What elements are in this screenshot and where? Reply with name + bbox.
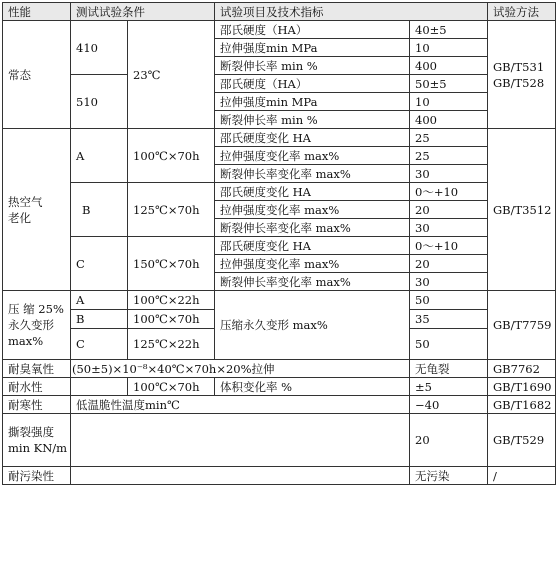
condition-cell: 150℃×70h xyxy=(128,237,215,291)
grade-cell: A xyxy=(71,291,128,310)
item-cell: 体积变化率 % xyxy=(215,378,410,396)
tear-label xyxy=(3,414,71,467)
item-cell: 拉伸强度min MPa xyxy=(215,93,410,111)
value-cell: 50 xyxy=(410,329,488,360)
item-cell: 断裂伸长率变化率 max% xyxy=(215,165,410,183)
value-cell: 40±5 xyxy=(410,21,488,39)
tear-label-line: 撕裂强度 xyxy=(8,425,54,439)
value-cell: 400 xyxy=(410,57,488,75)
header-item-spec: 试验项目及技术指标 xyxy=(215,3,488,21)
item-cell: 拉伸强度变化率 max% xyxy=(215,201,410,219)
normal-label: 常态 xyxy=(3,21,71,129)
method-cell: GB/T1682 xyxy=(488,396,556,414)
item-cell: 断裂伸长率 min % xyxy=(215,111,410,129)
table-row xyxy=(3,414,556,467)
item-cell: 拉伸强度变化率 max% xyxy=(215,255,410,273)
heat-aging-label-line: 热空气 xyxy=(8,194,43,209)
value-cell: −40 xyxy=(410,396,488,414)
condition-cell: 125℃×70h xyxy=(128,183,215,237)
item-cell: 邵氏硬度变化 HA xyxy=(215,237,410,255)
table-row xyxy=(3,396,556,414)
method-line: GB/T531 xyxy=(493,59,545,74)
compression-label xyxy=(3,291,71,360)
compression-label-line: 永久变形 xyxy=(8,318,54,332)
grade-cell: C xyxy=(71,329,128,360)
value-cell: 无污染 xyxy=(410,467,488,485)
ozone-label: 耐臭氧性 xyxy=(3,360,71,378)
item-cell: 邵氏硬度（HA） xyxy=(215,21,410,39)
value-cell: 0～+10 xyxy=(410,183,488,201)
value-cell: 25 xyxy=(410,129,488,147)
empty-cell xyxy=(71,414,410,467)
empty-cell xyxy=(71,378,128,396)
cold-condition: 低温脆性温度min℃ xyxy=(71,396,410,414)
value-cell: 20 xyxy=(410,255,488,273)
method-cell: / xyxy=(488,467,556,485)
method-line: GB/T528 xyxy=(493,75,545,90)
cold-label: 耐寒性 xyxy=(3,396,71,414)
value-cell: 10 xyxy=(410,93,488,111)
table-row xyxy=(3,360,556,378)
spec-table xyxy=(2,2,556,485)
header-row xyxy=(3,3,556,21)
table-row xyxy=(3,75,556,93)
method-cell: GB/T1690 xyxy=(488,378,556,396)
table-row xyxy=(3,237,556,255)
condition-cell: 23℃ xyxy=(128,21,215,129)
method-cell xyxy=(488,21,556,129)
value-cell: 35 xyxy=(410,310,488,329)
water-label: 耐水性 xyxy=(3,378,71,396)
compression-label-line: 压 缩 25% xyxy=(8,302,64,316)
condition-cell: 100℃×22h xyxy=(128,291,215,310)
value-cell: 30 xyxy=(410,273,488,291)
value-cell: 无龟裂 xyxy=(410,360,488,378)
value-cell: 30 xyxy=(410,219,488,237)
item-cell: 邵氏硬度变化 HA xyxy=(215,183,410,201)
item-cell: 拉伸强度min MPa xyxy=(215,39,410,57)
tear-label-line: min KN/m xyxy=(8,441,68,455)
item-cell: 断裂伸长率变化率 max% xyxy=(215,273,410,291)
value-cell: 20 xyxy=(410,414,488,467)
grade-cell: B xyxy=(71,310,128,329)
stain-label: 耐污染性 xyxy=(3,467,71,485)
table-row xyxy=(3,291,556,310)
condition-cell: 125℃×22h xyxy=(128,329,215,360)
item-cell: 压缩永久变形 max% xyxy=(215,291,410,360)
value-cell: 10 xyxy=(410,39,488,57)
table-row xyxy=(3,378,556,396)
table-row xyxy=(3,129,556,147)
value-cell: 50±5 xyxy=(410,75,488,93)
item-cell: 断裂伸长率 min % xyxy=(215,57,410,75)
value-cell: 30 xyxy=(410,165,488,183)
heat-aging-label xyxy=(3,129,71,291)
value-cell: 20 xyxy=(410,201,488,219)
grade-cell: C xyxy=(71,237,128,291)
grade-cell: B xyxy=(71,183,128,237)
method-cell: GB/T7759 xyxy=(488,291,556,360)
header-property: 性能 xyxy=(3,3,71,21)
method-cell: GB/T3512 xyxy=(488,129,556,291)
table-row xyxy=(3,21,556,39)
method-cell: GB7762 xyxy=(488,360,556,378)
grade-cell: 510 xyxy=(71,75,128,129)
value-cell: 0～+10 xyxy=(410,237,488,255)
condition-cell: 100℃×70h xyxy=(128,378,215,396)
value-cell: 400 xyxy=(410,111,488,129)
condition-cell: 100℃×70h xyxy=(128,129,215,183)
table-row xyxy=(3,183,556,201)
value-cell: ±5 xyxy=(410,378,488,396)
condition-cell: 100℃×70h xyxy=(128,310,215,329)
grade-cell: 410 xyxy=(71,21,128,75)
item-cell: 断裂伸长率变化率 max% xyxy=(215,219,410,237)
empty-cell xyxy=(71,467,410,485)
item-cell: 邵氏硬度变化 HA xyxy=(215,129,410,147)
grade-cell: A xyxy=(71,129,128,183)
heat-aging-label-line: 老化 xyxy=(8,210,31,225)
value-cell: 25 xyxy=(410,147,488,165)
compression-label-line: max% xyxy=(8,334,44,348)
header-condition: 测试试验条件 xyxy=(71,3,215,21)
header-method: 试验方法 xyxy=(488,3,556,21)
item-cell: 拉伸强度变化率 max% xyxy=(215,147,410,165)
ozone-condition: (50±5)×10⁻⁸×40℃×70h×20%拉伸 xyxy=(71,360,410,378)
method-cell: GB/T529 xyxy=(488,414,556,467)
table-row xyxy=(3,467,556,485)
item-cell: 邵氏硬度（HA） xyxy=(215,75,410,93)
value-cell: 50 xyxy=(410,291,488,310)
